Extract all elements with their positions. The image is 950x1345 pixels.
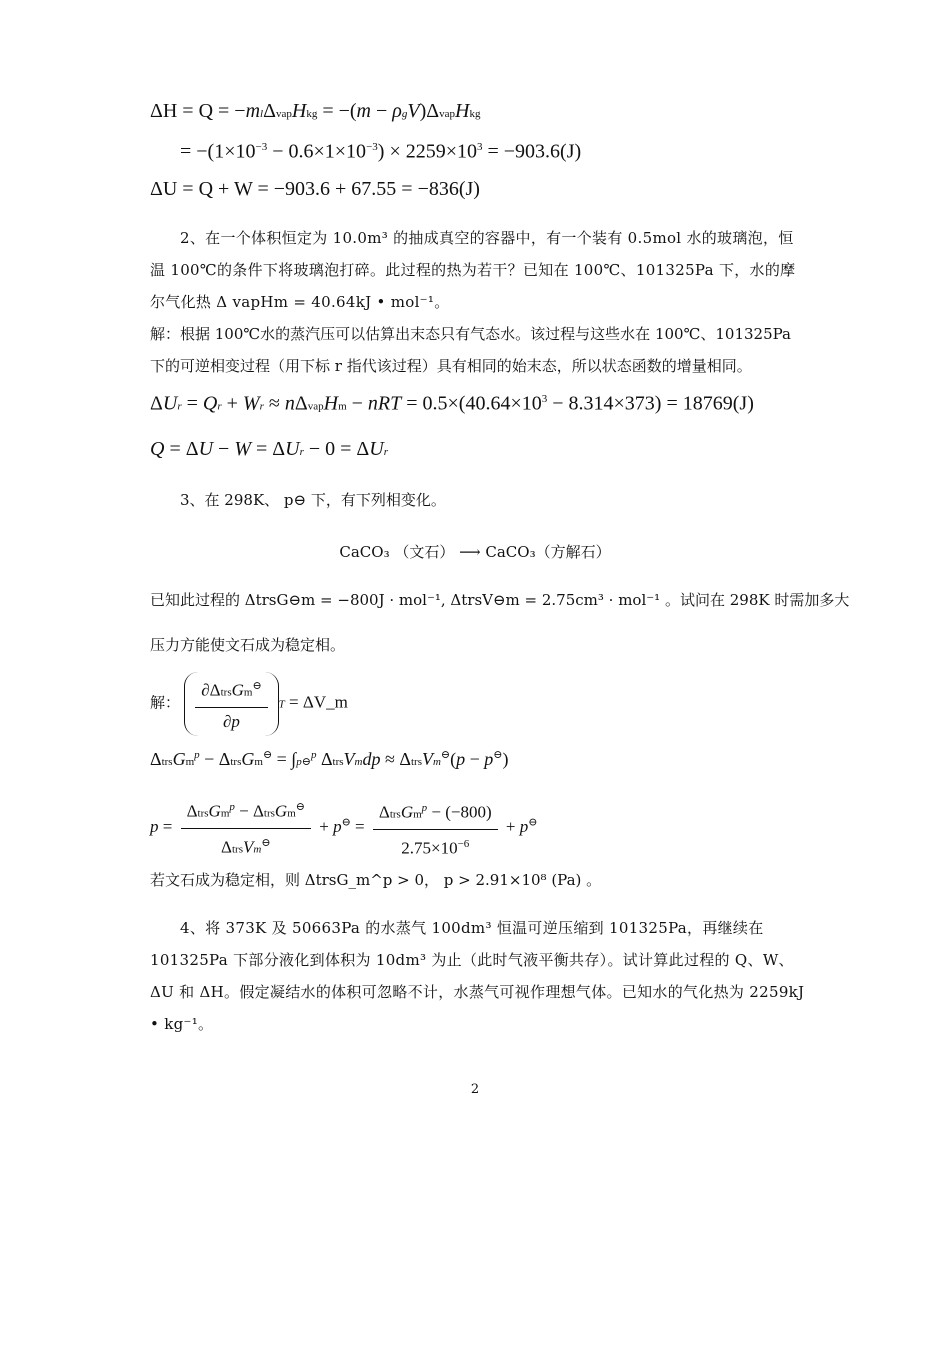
solution-label: 解： bbox=[150, 693, 181, 712]
equation-delta-h: ΔH = Q = −mlΔvapHkg = −(m − ρgV)ΔvapHkg bbox=[150, 100, 481, 122]
equation-integral: ΔtrsGm$^p$ − ΔtrsGm⊖ = ∫p⊖$^p$ ΔtrsVmdp ≈ ΔtrsVm⊖(p − p⊖) bbox=[150, 749, 509, 769]
page-number: 2 bbox=[470, 1082, 480, 1097]
question-2-text: 2、在一个体积恒定为 10.0m³ 的抽成真空的容器中，有一个装有 0.5mol 水的玻璃泡，恒温 100℃的条件下将玻璃泡打碎。此过程的热为若干？已知在 100℃、101325Pa 下，水的摩尔气化热 Δ vapHm = 40.64kJ • mol⁻¹。 bbox=[150, 229, 796, 311]
equation-q: Q = ΔU − W = ΔUr − 0 = ΔUr bbox=[150, 438, 389, 460]
equation-partial-derivative: 解： $\frac{\partial\Delta trsGm^⊖}{\partial p}$ T = ΔV_m bbox=[150, 672, 348, 736]
question-3-given: 已知此过程的 ΔtrsG⊖m = −800J · mol⁻¹, ΔtrsV⊖m = 2.75cm³ · mol⁻¹ 。试问在 298K 时需加多大 bbox=[150, 591, 850, 609]
question-2-solution: 解：根据 100℃水的蒸汽压可以估算出末态只有气态水。该过程与这些水在 100℃、101325Pa 下的可逆相变过程（用下标 r 指代该过程）具有相同的始末态，所以状态函数的增量相同。 bbox=[150, 325, 791, 375]
question-3-given-cont: 压力方能使文石成为稳定相。 bbox=[150, 636, 346, 654]
question-4-text: 4、将 373K 及 50663Pa 的水蒸气 100dm³ 恒温可逆压缩到 101325Pa，再继续在 101325Pa 下部分液化到体积为 10dm³ 为止（此时气液平衡共存）。试计算此过程的 Q、W、ΔU 和 ΔH。假定凝结水的体积可忽略不计，水蒸气可视作理想气体。已知水的气化热为 2259kJ • kg⁻¹。 bbox=[150, 919, 805, 1033]
equation-delta-u: ΔU = Q + W = −903.6 + 67.55 = −836(J) bbox=[150, 178, 480, 200]
question-3-text: 3、在 298K、 p⊖ 下，有下列相变化。 bbox=[180, 491, 446, 509]
equation-delta-h-numeric: = $-(1\times 10^{-3} - 0.6\times 1\times 10^{-3}) \times 2259\times 10^3 = -903.6(J)$ bbox=[180, 140, 582, 163]
partial-rhs: = ΔV_m bbox=[289, 692, 348, 712]
equation-delta-u-r: ΔUr = Qr + Wr ≈ nΔvapHm − nRT = $0.5\times(40.64\times 10^3 - 8.314\times 373) = 18769(J)$ bbox=[150, 392, 754, 415]
equation-pressure: p = $\frac{\Delta trsGm^p - \Delta trsGm^⊖}{\Delta trsVm^⊖}$ + p⊖ = $\frac{\Delta trsGm^p - (-800)}{2.75\times 10^{-6}}$ + p⊖ bbox=[150, 795, 537, 861]
question-3-reaction: CaCO₃ （文石） ⟶ CaCO₃（方解石） bbox=[339, 543, 611, 561]
question-3-conclusion: 若文石成为稳定相，则 ΔtrsG_m^p > 0， p > 2.91×10⁸ (Pa) 。 bbox=[150, 871, 602, 889]
